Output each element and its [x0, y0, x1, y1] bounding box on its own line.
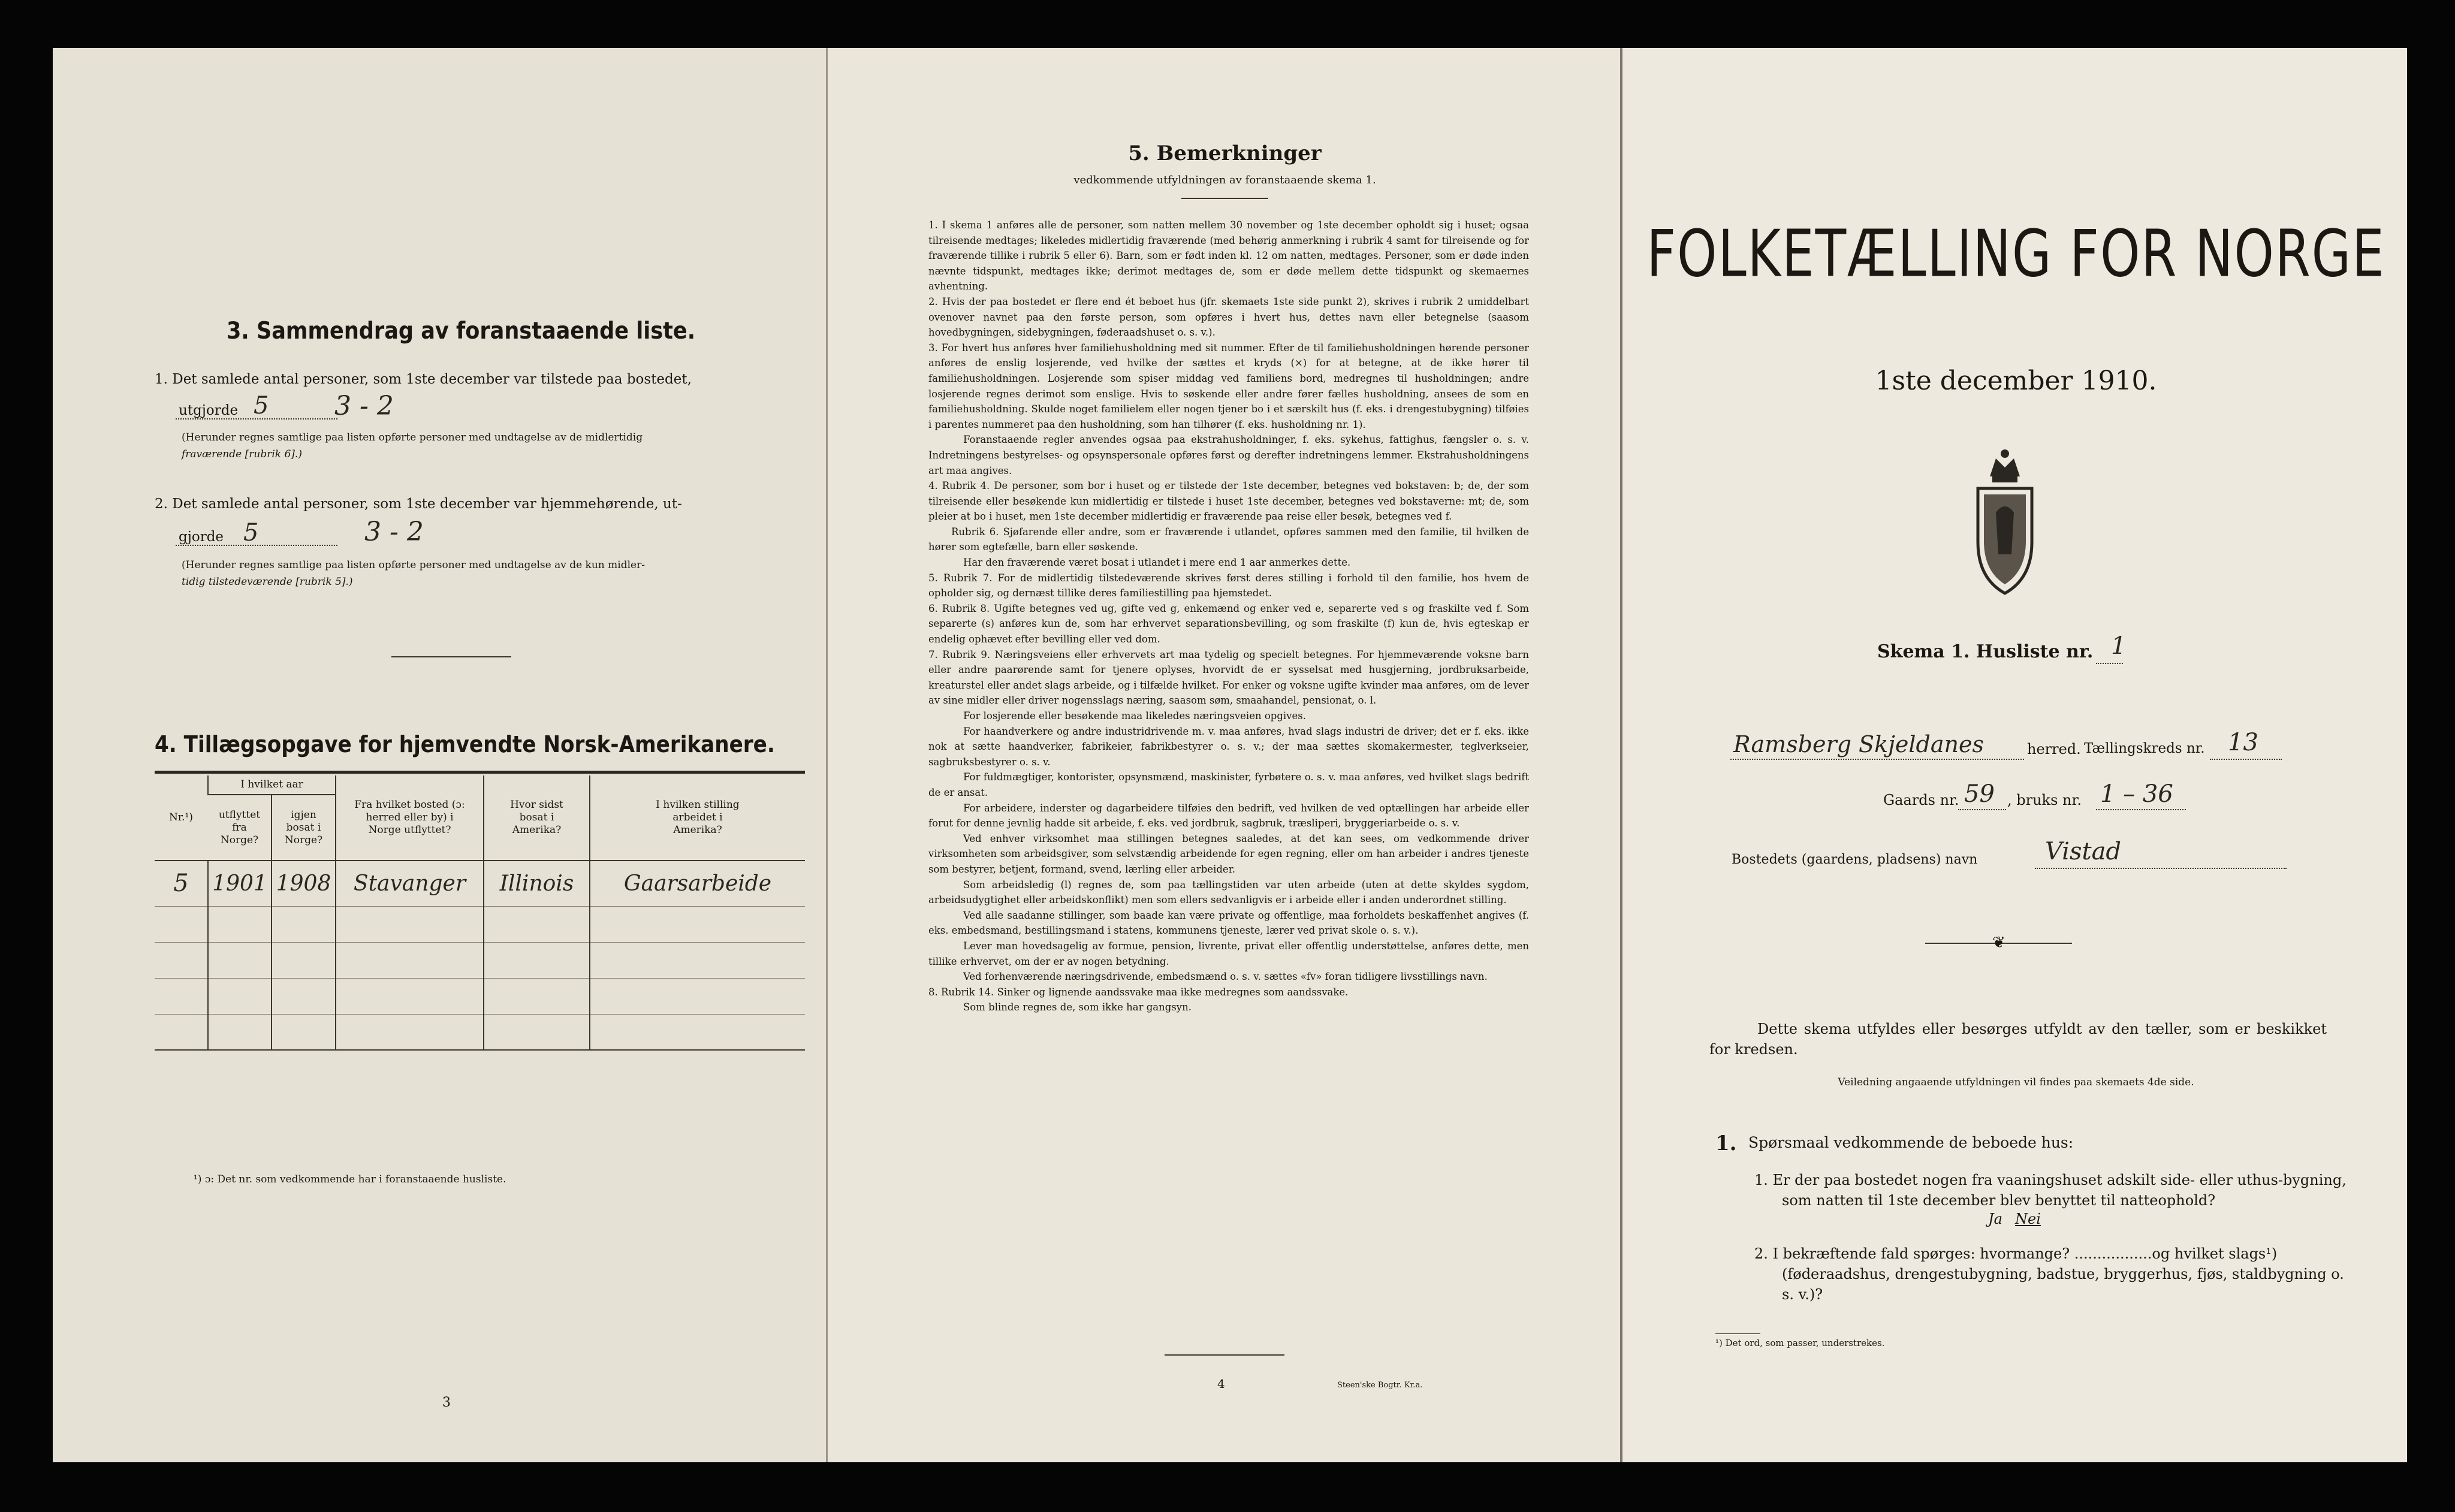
remark-paragraph: For losjerende eller besøkende maa likeledes næringsveien opgives.	[963, 710, 1306, 722]
answer-nei: Nei	[2015, 1211, 2041, 1227]
col-fra-bosted	[336, 775, 484, 861]
remark-paragraph: For fuldmægtiger, kontorister, opsynsmænd, maskinister, fyrbøtere o. s. v. maa anføres, ved hvilket slags bedrift de er ansat.	[928, 771, 1529, 798]
page-4	[826, 48, 1620, 1462]
kreds-dotted-line	[2210, 759, 2282, 760]
bosted-value: Vistad	[2045, 838, 2122, 865]
col-nr: Nr.¹)	[169, 811, 193, 823]
kreds-label: Tællingskreds nr.	[2084, 741, 2205, 756]
col-fra-bosted-label: Fra hvilket bosted (ɔ: herred eller by) i Norge utflyttet?	[354, 799, 465, 836]
section-3-title: 3. Sammendrag av foranstaaende liste.	[227, 318, 696, 345]
q2-gjorde-label: gjorde	[179, 529, 224, 545]
question-2: 2. I bekræftende fald spørges: hvormange? .................og hvilket slags¹) (føderaadshus, drengestubygning, badstue, bryggerhus, fjøs, staldbygning o. s. v.)?	[1754, 1245, 2344, 1303]
remarks-divider	[1181, 198, 1268, 199]
col-utflyttet	[208, 795, 272, 861]
document-date: 1ste december 1910.	[1875, 366, 2157, 396]
q2-text: 2. Det samlede antal personer, som 1ste december var hjemmehørende, ut-	[155, 496, 682, 512]
q2-note-b: tidig tilstedeværende [rubrik 5].)	[182, 576, 353, 588]
section-4-title: 4. Tillægsopgave for hjemvendte Norsk-Amerikanere.	[155, 731, 775, 757]
remarks-body	[928, 218, 1529, 1015]
col-stilling	[590, 775, 805, 861]
q1-text: 1. Det samlede antal personer, som 1ste december var tilstede paa bostedet,	[155, 372, 692, 387]
herred-value: Ramsberg Skjeldanes	[1733, 731, 1984, 757]
answer-ja: Ja	[1988, 1211, 2002, 1227]
remark-paragraph: 3. For hvert hus anføres hver familiehusholdning med sit nummer. Efter de til familiehusholdningen hørende personer anføres de enslig losjerende, ved hvilke der sættes et kryds (×) for at betegne, at de ikke hører til familiehusholdningen. Losjerende som spiser middag ved familiens bord, medregnes til husholdningen; andre losjerende regnes derimot som enslige. Hvis to søskende eller andre fører fælles husholdning, ansees de som en familiehusholdning. Skulde noget familielem eller nogen tjener bo i et særskilt hus (f. eks. i drengestubygning) tilføies i parentes nummeret paa den husholdning, som han tilhører (f. eks. husholdning nr. 1).	[928, 342, 1529, 430]
remark-paragraph: 6. Rubrik 8. Ugifte betegnes ved ug, gifte ved g, enkemænd og enker ved e, separerte ved s og fraskilte ved f. Som separerte (s) anføres kun de, som har erhvervet separationsbevilling, og som fraskilte (f) kun de, hvis egteskap er endelig ophævet efter bevilling eller ved dom.	[928, 602, 1529, 645]
remark-paragraph: Har den fraværende været bosat i utlandet i mere end 1 aar anmerkes dette.	[963, 557, 1351, 569]
q2-split-value: 3 - 2	[364, 517, 424, 547]
bruks-dotted-line	[2096, 809, 2186, 810]
footnote-rule	[1715, 1333, 1760, 1334]
bosted-label: Bostedets (gaardens, pladsens) navn	[1732, 852, 1978, 867]
cell-sidst: Illinois	[484, 861, 590, 906]
info-guidance: Veiledning angaaende utfyldningen vil findes paa skemaets 4de side.	[1838, 1076, 2194, 1088]
table-row	[155, 1014, 805, 1050]
page1-footnote: ¹) Det ord, som passer, understrekes.	[1715, 1338, 1885, 1348]
table-row	[155, 861, 805, 906]
q2-total-value: 5	[243, 519, 259, 547]
bosted-dotted-line	[2035, 868, 2287, 869]
remark-paragraph: Foranstaaende regler anvendes ogsaa paa ekstrahusholdninger, f. eks. sykehus, fattighus, fængsler o. s. v. Indretningens bestyrelses- og opsynspersonale opføres først og derefter indretningens lemmer. Ekstrahusholdningens art maa angives.	[928, 434, 1529, 476]
q1-split-value: 3 - 2	[334, 391, 394, 421]
remark-paragraph: Lever man hovedsagelig av formue, pension, livrente, privat eller offentlig understøttelse, anføres dette, men tillike erhvervet, om der er av nogen betydning.	[928, 940, 1529, 967]
col-stilling-label: I hvilken stilling arbeidet i Amerika?	[656, 799, 740, 836]
page-number-4: 4	[1217, 1377, 1225, 1391]
q1-utgjorde-label: utgjorde	[179, 403, 239, 418]
remark-paragraph: Ved forhenværende næringsdrivende, embedsmænd o. s. v. sættes «fv» foran tidligere livsstillings navn.	[963, 971, 1488, 983]
kreds-value: 13	[2228, 729, 2258, 756]
page-1-front	[1620, 48, 2407, 1462]
page-3	[53, 48, 826, 1462]
herred-label: herred.	[2027, 741, 2081, 757]
question-1: 1. Er der paa bostedet nogen fra vaaningshuset adskilt side- eller uthus-bygning, som natten til 1ste december blev benyttet til natteophold?	[1754, 1172, 2347, 1209]
col-utflyttet-label: utflyttet fra Norge?	[218, 808, 261, 846]
question-heading: Spørsmaal vedkommende de beboede hus:	[1748, 1134, 2074, 1151]
table-top-rule	[155, 771, 805, 774]
table-row	[155, 906, 805, 942]
cell-nr: 5	[173, 869, 189, 897]
q1-note-b: fraværende [rubrik 6].)	[182, 448, 302, 460]
remark-paragraph: 8. Rubrik 14. Sinker og lignende aandssvake maa ikke medregnes som aandssvake.	[928, 986, 1349, 998]
gaards-dotted-line	[1958, 809, 2006, 810]
remark-paragraph: 1. I skema 1 anføres alle de personer, som natten mellem 30 november og 1ste december opholdt sig i huset; ogsaa tilreisende medtages; likeledes midlertidig fraværende (med behørig anmerkning i rubrik 4 samt for tilreisende og for fraværende tillike i rubrik 5 eller 6). Barn, som er født inden kl. 12 om natten, medtages. Personer, som er døde inden nævnte tidspunkt, medtages ikke; derimot medtages de, som er døde mellem dette tidspunkt og skemaernes avhentning.	[928, 219, 1529, 292]
norsk-amerikanere-table	[155, 775, 805, 1051]
remark-paragraph: 4. Rubrik 4. De personer, som bor i huset og er tilstede der 1ste december, betegnes ved bokstaven: b; de, der som tilreisende eller besøkende kun midlertidig er tilstede i huset 1ste december, betegnes ved bokstaverne: mt; de, som pleier at bo i huset, men 1ste december midlertidig er fraværende paa reise eller besøk, betegnes ved f.	[928, 480, 1529, 523]
coat-of-arms-icon	[1972, 440, 2038, 596]
remark-paragraph: For arbeidere, inderster og dagarbeidere tilføies den bedrift, ved hvilken de ved optællingen har arbeide eller forut for denne jevnlig hadde sit arbeide, f. eks. ved jordbruk, sagbruk, træsliperi, bryggeriarbeide o. s. v.	[928, 802, 1529, 829]
printer-mark: Steen'ske Bogtr. Kr.a.	[1337, 1381, 1423, 1390]
husliste-dotted-line	[2096, 663, 2123, 664]
bruks-value: 1 – 36	[2100, 780, 2173, 808]
col-sidst-bosat-label: Hvor sidst bosat i Amerika?	[510, 799, 563, 836]
cell-stilling: Gaarsarbeide	[590, 861, 805, 906]
cell-fra: Stavanger	[336, 861, 484, 906]
remark-paragraph: Rubrik 6. Sjøfarende eller andre, som er fraværende i utlandet, opføres sammen med den familie, til hvilken de hører som egtefælle, barn eller søskende.	[928, 526, 1529, 553]
remark-paragraph: 2. Hvis der paa bostedet er flere end ét beboet hus (jfr. skemaets 1ste side punkt 2), skrives i rubrik 2 umiddelbart ovenover navnet paa den første person, som opføres i hvert hus, dettes navn eller betegnelse (saasom hovedbygningen, sidebygningen, føderaadshuset o. s. v.).	[928, 295, 1529, 339]
question-number: 1.	[1715, 1131, 1737, 1155]
col-igjen	[272, 795, 336, 861]
bruks-label: , bruks nr.	[2007, 792, 2082, 808]
remarks-title: 5. Bemerkninger	[1128, 141, 1322, 165]
info-text: Dette skema utfyldes eller besørges utfyldt av den tæller, som er beskikket for kredsen.	[1709, 1021, 2327, 1058]
table-row	[155, 978, 805, 1014]
cell-igjen: 1908	[272, 861, 336, 906]
husliste-number: 1	[2111, 632, 2127, 660]
document-title: FOLKETÆLLING FOR NORGE	[1646, 216, 2385, 292]
remark-paragraph: 5. Rubrik 7. For de midlertidig tilstedeværende skrives først deres stilling i forhold til den familie, hos hvem de opholder sig, og dernæst tillike deres familiestilling paa hjemstedet.	[928, 572, 1529, 599]
ornament-icon: ❦	[1992, 934, 2005, 952]
remark-paragraph: For haandverkere og andre industridrivende m. v. maa anføres, hvad slags industri de driver; det er f. eks. ikke nok at sætte haandverker, fabrikeier, fabrikbestyrer o. s. v.; der maa sættes skomakermester, teglverkseier, sagbruksbestyrer o. s. v.	[928, 725, 1529, 768]
q2-note-a: (Herunder regnes samtlige paa listen opførte personer med undtagelse av de kun midler-	[182, 559, 645, 571]
q1-total-value: 5	[254, 392, 269, 420]
remark-paragraph: Som blinde regnes de, som ikke har gangsyn.	[963, 1001, 1192, 1013]
remarks-subtitle: vedkommende utfyldningen av foranstaaende skema 1.	[1073, 174, 1376, 186]
herred-dotted-line	[1730, 759, 2024, 760]
col-group-aar: I hvilket aar	[208, 775, 336, 795]
gaards-value: 59	[1964, 780, 1995, 808]
table-footnote: ¹) ɔ: Det nr. som vedkommende har i foranstaaende husliste.	[194, 1173, 506, 1185]
table-row	[155, 942, 805, 978]
remark-paragraph: Ved alle saadanne stillinger, som baade kan være private og offentlige, maa forholdets beskaffenhet angives (f. eks. embedsmand, bestillingsmand i statens, kommunens tjeneste, lærer ved privat skole o. s. v.).	[928, 909, 1529, 937]
q1-note-a: (Herunder regnes samtlige paa listen opførte personer med undtagelse av de midlertidig	[182, 431, 643, 443]
section-divider	[391, 656, 511, 657]
gaards-label: Gaards nr.	[1883, 792, 1959, 808]
page-number-3: 3	[442, 1395, 451, 1410]
skema-label: Skema 1. Husliste nr.	[1877, 641, 2094, 662]
col-sidst-bosat	[484, 775, 590, 861]
remark-paragraph: 7. Rubrik 9. Næringsveiens eller erhvervets art maa tydelig og specielt betegnes. For hjemmeværende voksne barn eller andre paarørende samt for tjenere oplyses, hvorvidt de er sysselsat med husgjerning, jordbruksarbeide, kreaturstel eller andet slags arbeide, og i tilfælde hvilket. For enker og voksne ugifte kvinder maa anføres, om de lever av sine midler eller driver nogensslags næring, saasom søm, smaahandel, pensionat, o. l.	[928, 648, 1529, 707]
bottom-divider	[1165, 1354, 1284, 1356]
remark-paragraph: Ved enhver virksomhet maa stillingen betegnes saaledes, at det kan sees, om vedkommende driver virksomheten som arbeidsgiver, som selvstændig arbeidende for egen regning, eller om han arbeider i andres tjeneste som bestyrer, betjent, formand, svend, lærling eller arbeider.	[928, 832, 1529, 875]
col-igjen-label: igjen bosat i Norge?	[284, 808, 323, 846]
remark-paragraph: Som arbeidsledig (l) regnes de, som paa tællingstiden var uten arbeide (uten at dette skyldes sygdom, arbeidsudygtighet eller arbeidskonflikt) men som ellers sedvanligvis er i arbeide eller i anden underordnet stilling.	[928, 879, 1529, 906]
cell-utflyttet: 1901	[208, 861, 272, 906]
